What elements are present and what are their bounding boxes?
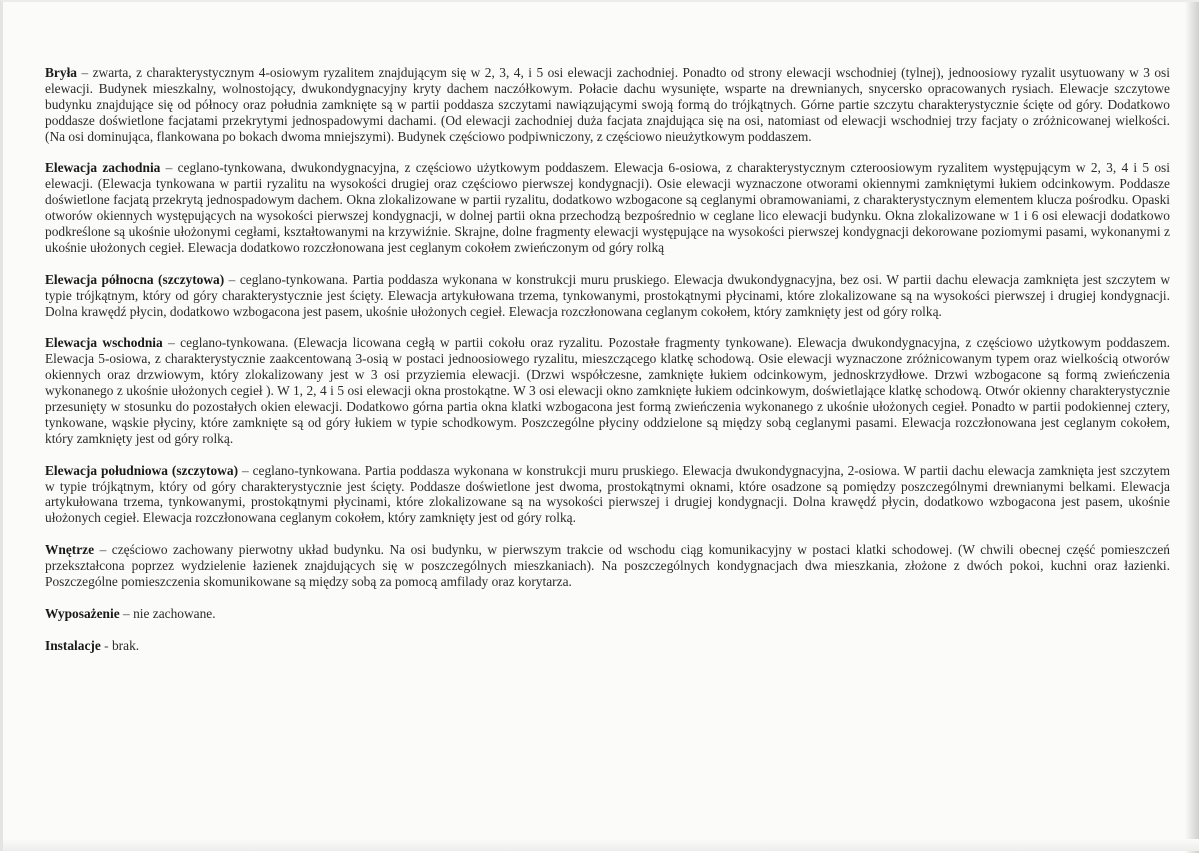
text-wnetrze: częściowo zachowany pierwotny układ budynku. Na osi budynku, w pierwszym trakcie od wschodu ciąg komunikacyjny w postaci klatki schodowej. (W chwili obecnej część pomieszczeń przekształcona poprzez wydzielenie łazienek znajdujących się w poszczególnych mieszkaniach). Na poszczególnych kondygnacjach dwa mieszkania, złożone z dwóch pokoi, kuchni oraz łazienki. Poszczególne pomieszczenia skomunikowane są między sobą za pomocą amfilady oraz korytarza.	[45, 542, 1170, 589]
text-bryla: zwarta, z charakterystycznym 4-osiowym ryzalitem znajdującym się w 2, 3, 4, i 5 osi elewacji zachodniej. Ponadto od strony elewacji wschodniej (tylnej), jednoosiowy ryzalit usytuowany w 3 osi elewacji. Budynek mieszkalny, wolnostojący, dwukondygnacyjny kryty dachem naczółkowym. Połacie dachu wysunięte, wsparte na drewnianych, snycersko opracowanych rysiach. Elewacje szczytowe budynku znajdujące się od północy oraz południa zamknięte są w partii poddasza szczytami nawiązującymi swoją formą do trójkątnych. Górne partie szczytu charakterystycznie ścięte od góry. Dodatkowo poddasze doświetlone facjatami przekrytymi jednospadowymi dachami. (Od elewacji zachodniej duża facjata znajdująca się na osi, natomiast od elewacji wschodniej trzy facjaty o zróżnicowanej wielkości. (Na osi dominująca, flankowana po bokach dwoma mniejszymi). Budynek częściowo podpiwniczony, z częściowo nieużytkowym poddaszem.	[45, 65, 1170, 144]
heading-wyposazenie: Wyposażenie	[45, 605, 120, 621]
paragraph-bryla: Bryła – zwarta, z charakterystycznym 4-osiowym ryzalitem znajdującym się w 2, 3, 4, i 5 osi elewacji zachodniej. Ponadto od strony elewacji wschodniej (tylnej), jednoosiowy ryzalit usytuowany w 3 osi elewacji. Budynek mieszkalny, wolnostojący, dwukondygnacyjny kryty dachem naczółkowym. Połacie dachu wysunięte, wsparte na drewnianych, snycersko opracowanych rysiach. Elewacje szczytowe budynku znajdujące się od północy oraz południa zamknięte są w partii poddasza szczytami nawiązującymi swoją formą do trójkątnych. Górne partie szczytu charakterystycznie ścięte od góry. Dodatkowo poddasze doświetlone facjatami przekrytymi jednospadowymi dachami. (Od elewacji zachodniej duża facjata znajdująca się na osi, natomiast od elewacji wschodniej trzy facjaty o zróżnicowanej wielkości. (Na osi dominująca, flankowana po bokach dwoma mniejszymi). Budynek częściowo podpiwniczony, z częściowo nieużytkowym poddaszem.	[45, 65, 1170, 144]
heading-elewacja-polnocna: Elewacja północna (szczytowa)	[45, 271, 225, 287]
paragraph-elewacja-zachodnia: Elewacja zachodnia – ceglano-tynkowana, dwukondygnacyjna, z częściowo użytkowym poddaszem. Elewacja 6-osiowa, z charakterystycznym czteroosiowym ryzalitem występującym w 2, 3, 4 i 5 osi elewacji. (Elewacja tynkowana w partii ryzalitu na wysokości drugiej oraz częściowo pierwszej kondygnacji). Osie elewacji wyznaczone otworami okiennymi zamkniętymi łukiem odcinkowym. Poddasze doświetlone facjatą przekrytą jednospadowym dachem. Okna zlokalizowane w partii ryzalitu, dodatkowo wzbogacone są ceglanymi obramowaniami, z charakterystycznym elementem klucza pośrodku. Opaski otworów okiennych występujących na wysokości pierwszej kondygnacji, w dolnej partii okna przechodzą bezpośrednio w ceglane lico elewacji budynku. Okna zlokalizowane w 1 i 6 osi elewacji dodatkowo podkreślone są ukośnie ułożonymi cegłami, kształtowanymi na krzywiźnie. Skrajne, dolne fragmenty elewacji występujące na wysokości pierwszej kondygnacji dekorowane poziomymi pasami, wykonanymi z ukośnie ułożonych cegieł. Elewacja dodatkowo rozczłonowana jest ceglanym cokołem zwieńczonym od góry rolką	[45, 160, 1170, 255]
paragraph-wyposazenie: Wyposażenie – nie zachowane.	[45, 605, 216, 621]
heading-elewacja-wschodnia: Elewacja wschodnia	[45, 335, 163, 351]
paragraph-elewacja-poludniowa: Elewacja południowa (szczytowa) – ceglano-tynkowana. Partia poddasza wykonana w konstrukcji muru pruskiego. Elewacja dwukondygnacyjna, 2-osiowa. W partii dachu elewacja zamknięta jest szczytem w typie trójkątnym, który od góry charakterystycznie jest ścięty. Poddasze doświetlone jest dwoma, prostokątnymi oknami, które osadzone są pomiędzy poszczególnymi drewnianymi belkami. Elewacja artykułowana trzema, tynkowanymi, prostokątnymi płycinami, które zlokalizowane są na wysokości pierwszej i drugiej kondygnacji. Dolna krawędź płycin, dodatkowo wzbogacona jest pasem, ukośnie ułożonych cegieł. Elewacja rozczłonowana ceglanym cokołem, który zamknięty jest od góry rolką.	[45, 462, 1171, 526]
text-wyposazenie: nie zachowane.	[133, 605, 216, 621]
text-elewacja-wschodnia: ceglano-tynkowana. (Elewacja licowana cegłą w partii cokołu oraz ryzalitu. Pozostałe fragmenty tynkowane). Elewacja dwukondygnacyjna, z częściowo użytkowym poddaszem. Elewacja 5-osiowa, z charakterystycznie zaakcentowaną 3-osią w postaci jednoosiowego ryzalitu, mieszczącego klatkę schodową. Osie elewacji wyznaczone zróżnicowanym typem oraz wielkością otworów okiennych oraz drzwiowym, który zlokalizowany jest w 3 osi przyziemia elewacji. (Drzwi współczesne, zamknięte łukiem odcinkowym, jednoskrzydłowe. Drzwi wzbogacone są formą zwieńczenia wykonanego z ukośnie ułożonych cegieł ). W 1, 2, 4 i 5 osi elewacji okna prostokątne. W 3 osi elewacji okno zamknięte łukiem odcinkowym, doświetlające klatkę schodową. Otwór okienny charakterystycznie przesunięty w stosunku do pozostałych okien elewacji. Dodatkowo górna partia okna klatki wzbogacona jest formą zwieńczenia wykonanego z ukośnie ułożonych cegieł. Ponadto w partii podokiennej cztery, tynkowane, wąskie płyciny, które zamknięte są od góry łukiem w typie schodkowym. Poszczególne płyciny oddzielone są między sobą ceglanymi pasami. Elewacja rozczłonowana jest ceglanym cokołem, który zamknięty jest od góry rolką.	[45, 335, 1170, 446]
heading-elewacja-zachodnia: Elewacja zachodnia	[45, 160, 161, 176]
paragraph-elewacja-wschodnia: Elewacja wschodnia – ceglano-tynkowana. (Elewacja licowana cegłą w partii cokołu oraz ryzalitu. Pozostałe fragmenty tynkowane). Elewacja dwukondygnacyjna, z częściowo użytkowym poddaszem. Elewacja 5-osiowa, z charakterystycznie zaakcentowaną 3-osią w postaci jednoosiowego ryzalitu, mieszczącego klatkę schodową. Osie elewacji wyznaczone zróżnicowanym typem oraz wielkością otworów okiennych oraz drzwiowym, który zlokalizowany jest w 3 osi przyziemia elewacji. (Drzwi współczesne, zamknięte łukiem odcinkowym, jednoskrzydłowe. Drzwi wzbogacone są formą zwieńczenia wykonanego z ukośnie ułożonych cegieł ). W 1, 2, 4 i 5 osi elewacji okna prostokątne. W 3 osi elewacji okno zamknięte łukiem odcinkowym, doświetlające klatkę schodową. Otwór okienny charakterystycznie przesunięty w stosunku do pozostałych okien elewacji. Dodatkowo górna partia okna klatki wzbogacona jest formą zwieńczenia wykonanego z ukośnie ułożonych cegieł. Ponadto w partii podokiennej cztery, tynkowane, wąskie płyciny, które zamknięte są od góry łukiem w typie schodkowym. Poszczególne płyciny oddzielone są między sobą ceglanymi pasami. Elewacja rozczłonowana jest ceglanym cokołem, który zamknięty jest od góry rolką.	[45, 335, 1170, 446]
scan-edge-shadow	[1185, 2, 1199, 853]
heading-wnetrze: Wnętrze	[45, 542, 95, 558]
text-elewacja-poludniowa: ceglano-tynkowana. Partia poddasza wykonana w konstrukcji muru pruskiego. Elewacja dwukondygnacyjna, 2-osiowa. W partii dachu elewacja zamknięta jest szczytem w typie trójkątnym, który od góry charakterystycznie jest ścięty. Poddasze doświetlone jest dwoma, prostokątnymi oknami, które osadzone są pomiędzy poszczególnymi drewnianymi belkami. Elewacja artykułowana trzema, tynkowanymi, prostokątnymi płycinami, które zlokalizowane są na wysokości pierwszej i drugiej kondygnacji. Dolna krawędź płycin, dodatkowo wzbogacona jest pasem, ukośnie ułożonych cegieł. Elewacja rozczłonowana ceglanym cokołem, który zamknięty jest od góry rolką.	[45, 462, 1171, 526]
text-elewacja-polnocna: ceglano-tynkowana. Partia poddasza wykonana w konstrukcji muru pruskiego. Elewacja dwukondygnacyjna, bez osi. W partii dachu elewacja zamknięta jest szczytem w typie trójkątnym, który od góry charakterystycznie jest ścięty. Elewacja artykułowana trzema, tynkowanymi, prostokątnymi płycinami, które zlokalizowane są na wysokości pierwszej i drugiej kondygnacji. Dolna krawędź płycin, dodatkowo wzbogacona jest pasem, ukośnie ułożonych cegieł. Elewacja rozczłonowana ceglanym cokołem, który zamknięty jest od góry rolką.	[45, 271, 1170, 319]
text-elewacja-zachodnia: ceglano-tynkowana, dwukondygnacyjna, z częściowo użytkowym poddaszem. Elewacja 6-osiowa, z charakterystycznym czteroosiowym ryzalitem występującym w 2, 3, 4 i 5 osi elewacji. (Elewacja tynkowana w partii ryzalitu na wysokości drugiej oraz częściowo pierwszej kondygnacji). Osie elewacji wyznaczone otworami okiennymi zamkniętymi łukiem odcinkowym. Poddasze doświetlone facjatą przekrytą jednospadowym dachem. Okna zlokalizowane w partii ryzalitu, dodatkowo wzbogacone są ceglanymi obramowaniami, z charakterystycznym elementem klucza pośrodku. Opaski otworów okiennych występujących na wysokości pierwszej kondygnacji, w dolnej partii okna przechodzą bezpośrednio w ceglane lico elewacji budynku. Okna zlokalizowane w 1 i 6 osi elewacji dodatkowo podkreślone są ukośnie ułożonymi cegłami, kształtowanymi na krzywiźnie. Skrajne, dolne fragmenty elewacji występujące na wysokości pierwszej kondygnacji dekorowane poziomymi pasami, wykonanymi z ukośnie ułożonych cegieł. Elewacja dodatkowo rozczłonowana jest ceglanym cokołem zwieńczonym od góry rolką	[45, 160, 1170, 255]
scan-bottom-edge	[3, 839, 1199, 851]
text-instalacje: brak.	[111, 637, 140, 653]
paragraph-wnetrze: Wnętrze – częściowo zachowany pierwotny układ budynku. Na osi budynku, w pierwszym trakcie od wschodu ciąg komunikacyjny w postaci klatki schodowej. (W chwili obecnej część pomieszczeń przekształcona poprzez wydzielenie łazienek znajdujących się w poszczególnych mieszkaniach). Na poszczególnych kondygnacjach dwa mieszkania, złożone z dwóch pokoi, kuchni oraz łazienki. Poszczególne pomieszczenia skomunikowane są między sobą za pomocą amfilady oraz korytarza.	[45, 542, 1170, 589]
document-body	[45, 65, 1170, 669]
heading-elewacja-poludniowa: Elewacja południowa (szczytowa)	[45, 462, 239, 478]
heading-instalacje: Instalacje	[45, 637, 101, 653]
paragraph-instalacje: Instalacje - brak.	[45, 637, 140, 653]
heading-bryla: Bryła	[45, 65, 77, 80]
paragraph-elewacja-polnocna: Elewacja północna (szczytowa) – ceglano-tynkowana. Partia poddasza wykonana w konstrukcji muru pruskiego. Elewacja dwukondygnacyjna, bez osi. W partii dachu elewacja zamknięta jest szczytem w typie trójkątnym, który od góry charakterystycznie jest ścięty. Elewacja artykułowana trzema, tynkowanymi, prostokątnymi płycinami, które zlokalizowane są na wysokości pierwszej i drugiej kondygnacji. Dolna krawędź płycin, dodatkowo wzbogacona jest pasem, ukośnie ułożonych cegieł. Elewacja rozczłonowana ceglanym cokołem, który zamknięty jest od góry rolką.	[45, 271, 1170, 319]
